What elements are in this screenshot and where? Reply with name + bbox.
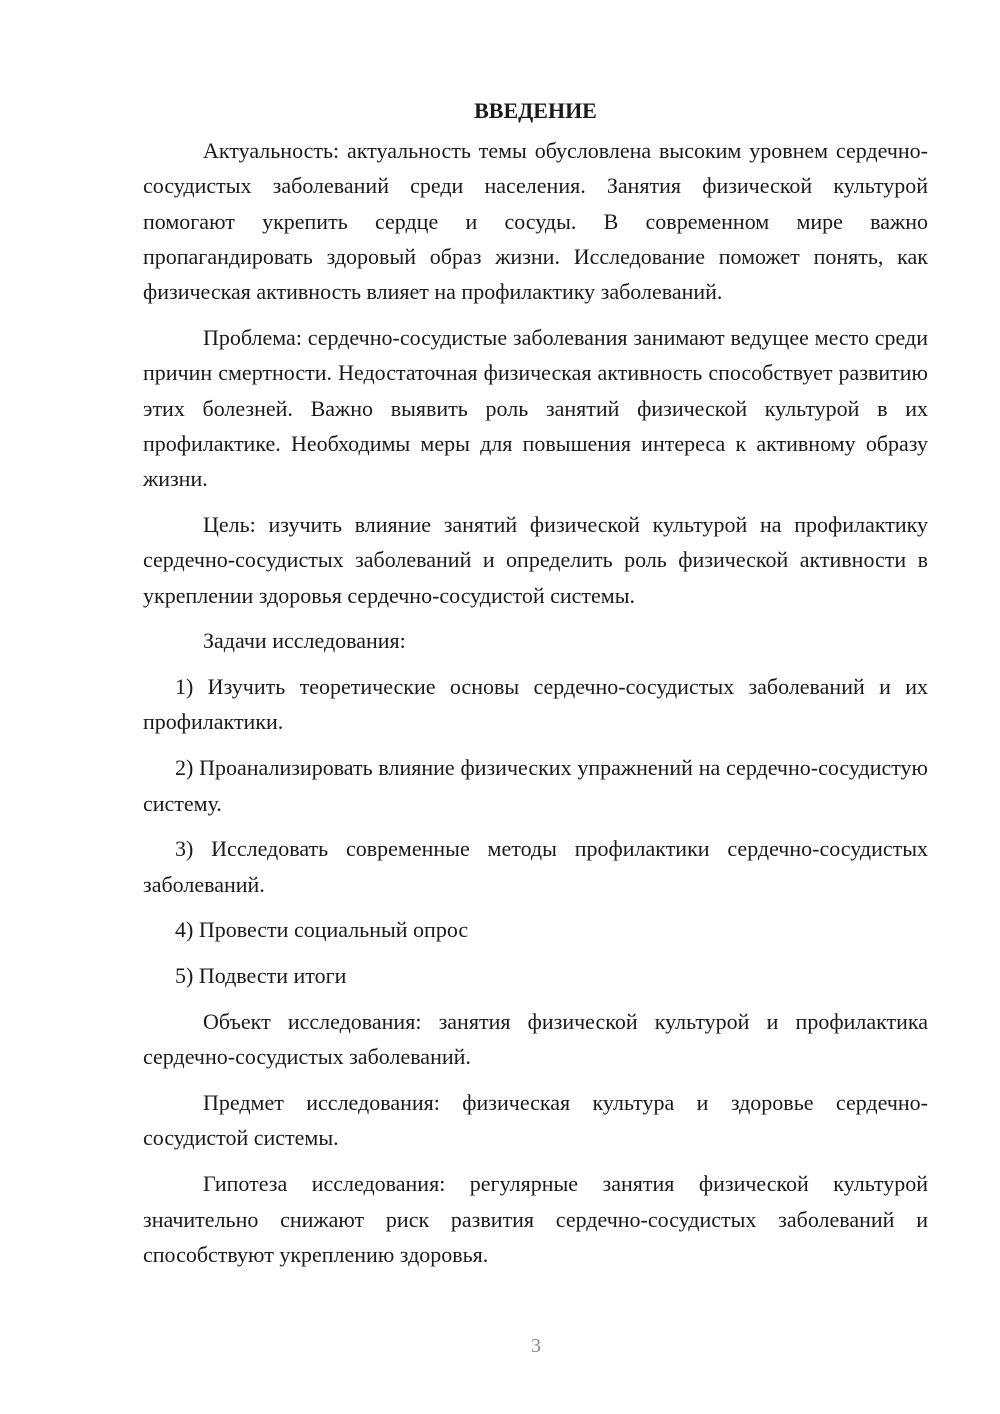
goal-paragraph: Цель: изучить влияние занятий физической культурой на профилактику сердечно-сосудистых заболеваний и определить роль физической активности в укреплении здоровья сердечно-сосудистой системы. [143, 511, 928, 608]
subject-paragraph: Предмет исследования: физическая культура и здоровье сердечно-сосудистой системы. [143, 1090, 928, 1151]
problem-paragraph: Проблема: сердечно-сосудистые заболевания занимают ведущее место среди причин смертности. Недостаточная физическая активность способствует развитию этих болезней. Важно выявить роль занятий физической культурой в их профилактике. Необходимы меры для повышения интереса к активному образу жизни. [143, 324, 928, 492]
task-item-5: 5) Подвести итоги [175, 963, 347, 989]
task-item-3: 3) Исследовать современные методы профилактики сердечно-сосудистых заболеваний. [143, 836, 928, 897]
page-title: ВВЕДЕНИЕ [474, 98, 597, 123]
task-item-1: 1) Изучить теоретические основы сердечно-сосудистых заболеваний и их профилактики. [143, 674, 928, 735]
document-page [143, 96, 928, 1272]
object-paragraph: Объект исследования: занятия физической культурой и профилактика сердечно-сосудистых заболеваний. [143, 1009, 928, 1070]
task-item-4: 4) Провести социальный опрос [175, 917, 469, 943]
relevance-paragraph: Актуальность: актуальность темы обусловлена высоким уровнем сердечно-сосудистых заболеваний среди населения. Занятия физической культурой помогают укрепить сердце и сосуды. В современном мире важно пропагандировать здоровый образ жизни. Исследование поможет понять, как физическая активность влияет на профилактику заболеваний. [143, 138, 928, 305]
task-item-2: 2) Проанализировать влияние физических упражнений на сердечно-сосудистую систему. [143, 755, 928, 816]
page-number: 3 [531, 1335, 541, 1357]
hypothesis-paragraph: Гипотеза исследования: регулярные занятия физической культурой значительно снижают риск развития сердечно-сосудистых заболеваний и способствуют укреплению здоровья. [143, 1171, 928, 1267]
tasks-heading: Задачи исследования: [203, 628, 406, 654]
